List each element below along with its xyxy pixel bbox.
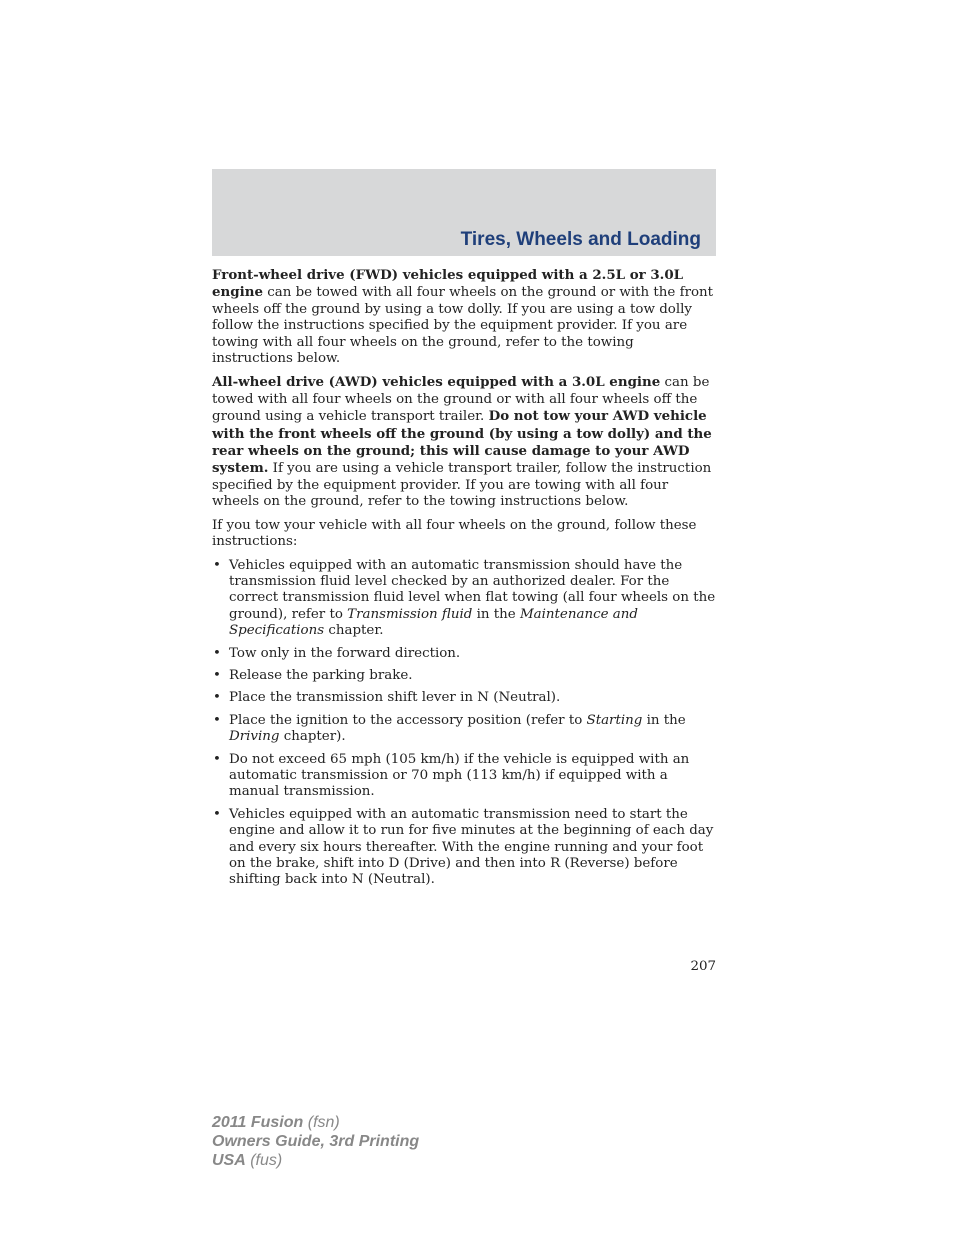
bullet-marker: •: [213, 557, 221, 573]
bullet-marker: •: [213, 751, 221, 767]
list-text: Release the parking brake.: [229, 667, 413, 683]
list-item: [212, 752, 716, 801]
fwd-body: can be towed with all four wheels on the ground or with the front wheels off the ground by using a tow dolly. If you are using a tow dolly follow the instructions specified by the equipment provider. If you are towing with all four wheels on the ground, refer to the towing instructions below.: [212, 285, 714, 367]
bullet-marker: •: [213, 690, 221, 706]
bullet-marker: •: [213, 806, 221, 822]
footer-model-code: (fsn): [303, 1114, 340, 1131]
towing-instructions-list: [212, 558, 716, 889]
list-text: Vehicles equipped with an automatic transmission should have the transmission fluid level checked by an authorized dealer. For the correct transmission fluid level when flat towing (all four wheels on the ground), refer to: [229, 557, 716, 622]
list-item: [212, 807, 716, 889]
footer-line-2: [212, 1132, 419, 1151]
list-item: [212, 646, 716, 662]
driving-chapter-ref: Driving: [229, 729, 280, 745]
footer-line-3: [212, 1151, 419, 1170]
awd-paragraph: [212, 374, 716, 510]
page-number: 207: [690, 959, 716, 974]
section-header-band: [212, 169, 716, 256]
list-text: Tow only in the forward direction.: [229, 645, 461, 661]
list-item: [212, 558, 716, 640]
awd-body-2: If you are using a vehicle transport trailer, follow the instruction specified by the equipment provider. If you are towing with all four wheels on the ground, refer to the towing instructions below.: [212, 461, 712, 510]
footer-model: 2011 Fusion: [212, 1114, 304, 1131]
list-text: in the: [472, 606, 520, 622]
starting-ref: Starting: [586, 712, 643, 728]
bullet-marker: •: [213, 667, 221, 683]
footer-imprint: [212, 1113, 419, 1170]
bullet-marker: •: [213, 712, 221, 728]
awd-lead: All-wheel drive (AWD) vehicles equipped with a 3.0L engine: [212, 374, 661, 391]
list-text: Place the ignition to the accessory position (refer to: [229, 712, 587, 728]
list-text: Do not exceed 65 mph (105 km/h) if the vehicle is equipped with an automatic transmission or 70 mph (113 km/h) if equipped with a manual transmission.: [229, 751, 690, 800]
footer-line-1: [212, 1113, 419, 1132]
list-text: Vehicles equipped with an automatic transmission need to start the engine and allow it to run for five minutes at the beginning of each day and every six hours thereafter. With the engine running and your foot on the brake, shift into D (Drive) and then into R (Reverse) before shifting back into N (Neutral).: [229, 806, 714, 888]
maintenance-chapter-ref: Maintenance and Specifications: [229, 606, 638, 639]
list-text: in the: [642, 712, 686, 728]
footer-guide: Owners Guide, 3rd Printing: [212, 1133, 420, 1150]
footer-market-code: (fus): [245, 1152, 283, 1169]
list-item: [212, 668, 716, 684]
transmission-fluid-ref: Transmission fluid: [347, 606, 473, 622]
list-text: Place the transmission shift lever in N (Neutral).: [229, 690, 561, 706]
page-content: [212, 267, 716, 895]
list-text: chapter).: [279, 729, 346, 745]
fwd-paragraph: [212, 267, 716, 367]
section-title: Tires, Wheels and Loading: [460, 229, 701, 250]
list-item: [212, 690, 716, 706]
fwd-lead: Front-wheel drive (FWD) vehicles equipped with a 2.5L or 3.0L engine: [212, 267, 684, 301]
list-item: [212, 713, 716, 746]
bullet-marker: •: [213, 645, 221, 661]
awd-warning: Do not tow your AWD vehicle with the front wheels off the ground (by using a tow dolly) and the rear wheels on the ground; this will cause damage to your AWD system.: [212, 408, 712, 477]
awd-body-1: can be towed with all four wheels on the ground or with all four wheels off the ground using a vehicle transport trailer.: [212, 375, 710, 425]
intro-paragraph: If you tow your vehicle with all four wheels on the ground, follow these instructions:: [212, 517, 697, 550]
list-text: chapter.: [324, 623, 384, 639]
footer-market: USA: [212, 1152, 246, 1169]
